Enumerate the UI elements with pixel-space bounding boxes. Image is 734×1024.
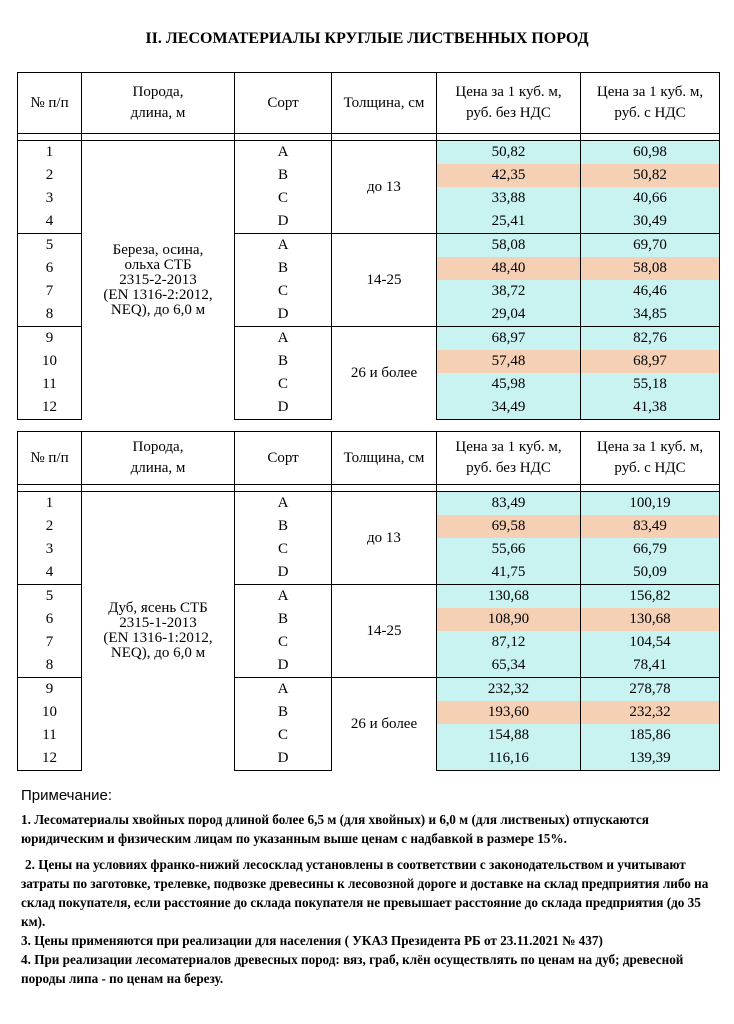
- price-vat-cell: 66,79: [581, 538, 720, 561]
- header-price-no-vat: [437, 432, 581, 485]
- header-num: № п/п: [18, 432, 82, 485]
- row-number: 3: [18, 538, 82, 561]
- row-number: 4: [18, 210, 82, 234]
- price-no-vat-cell: 42,35: [437, 164, 581, 187]
- breed-line: 2315-2-2013: [119, 271, 197, 288]
- price-vat-cell: 139,39: [581, 747, 720, 771]
- price-vat-cell: 69,70: [581, 234, 720, 258]
- price-vat-cell: 50,82: [581, 164, 720, 187]
- row-number: 2: [18, 515, 82, 538]
- page-title: II. ЛЕСОМАТЕРИАЛЫ КРУГЛЫЕ ЛИСТВЕННЫХ ПОРОД: [145, 30, 589, 47]
- thickness-cell: до 13: [332, 492, 437, 585]
- row-number: 8: [18, 654, 82, 678]
- sort-cell: D: [235, 654, 332, 678]
- sort-cell: D: [235, 747, 332, 771]
- price-no-vat-cell: 25,41: [437, 210, 581, 234]
- header-price-line: руб. без НДС: [466, 105, 551, 121]
- row-number: 2: [18, 164, 82, 187]
- sort-cell: C: [235, 280, 332, 303]
- sort-cell: D: [235, 303, 332, 327]
- breed-line: NEQ), до 6,0 м: [110, 645, 206, 662]
- breed-line: ольха СТБ: [124, 256, 192, 273]
- header-price-line: Цена за 1 куб. м,: [455, 84, 562, 100]
- header-sort: Сорт: [235, 432, 332, 485]
- price-no-vat-cell: 41,75: [437, 561, 581, 585]
- row-number: 5: [18, 585, 82, 609]
- sort-cell: A: [235, 234, 332, 258]
- header-thickness: Толщина, см: [332, 432, 437, 485]
- price-no-vat-cell: 34,49: [437, 396, 581, 420]
- sort-cell: A: [235, 327, 332, 351]
- header-breed: [82, 432, 235, 485]
- price-no-vat-cell: 58,08: [437, 234, 581, 258]
- price-vat-cell: 83,49: [581, 515, 720, 538]
- note-item: 2. Цены на условиях франко-нижий лесосклад установлены в соответствии с законодательством и учитывают затраты по заготовке, трелевке, подвозке древесины к лесовозной дороге и доставке на склад предприятия либо на склад покупателя, если расстояние до склада покупателя не превышает расстояние до склада предприятия (до 35 км).: [21, 857, 709, 929]
- sort-cell: B: [235, 164, 332, 187]
- sort-cell: C: [235, 373, 332, 396]
- thickness-cell: 26 и более: [332, 327, 437, 420]
- header-price-vat: [581, 432, 720, 485]
- row-number: 1: [18, 141, 82, 165]
- price-no-vat-cell: 232,32: [437, 678, 581, 702]
- row-number: 8: [18, 303, 82, 327]
- price-vat-cell: 82,76: [581, 327, 720, 351]
- price-vat-cell: 156,82: [581, 585, 720, 609]
- header-price-line: руб. с НДС: [614, 105, 686, 121]
- price-vat-cell: 78,41: [581, 654, 720, 678]
- sort-cell: A: [235, 492, 332, 516]
- price-no-vat-cell: 45,98: [437, 373, 581, 396]
- price-no-vat-cell: 48,40: [437, 257, 581, 280]
- header-price-line: руб. без НДС: [466, 460, 551, 476]
- table-row: [18, 141, 720, 165]
- row-number: 10: [18, 701, 82, 724]
- header-breed-line: длина, м: [130, 105, 186, 121]
- price-no-vat-cell: 108,90: [437, 608, 581, 631]
- thickness-cell: 14-25: [332, 585, 437, 678]
- price-no-vat-cell: 50,82: [437, 141, 581, 165]
- sort-cell: B: [235, 515, 332, 538]
- header-num: № п/п: [18, 73, 82, 134]
- row-number: 12: [18, 396, 82, 420]
- sort-cell: D: [235, 396, 332, 420]
- price-vat-cell: 130,68: [581, 608, 720, 631]
- row-number: 1: [18, 492, 82, 516]
- price-no-vat-cell: 55,66: [437, 538, 581, 561]
- row-number: 6: [18, 608, 82, 631]
- price-no-vat-cell: 116,16: [437, 747, 581, 771]
- table-row: [18, 492, 720, 516]
- breed-line: Дуб, ясень СТБ: [108, 600, 208, 617]
- breed-cell: [82, 492, 235, 771]
- sort-cell: B: [235, 257, 332, 280]
- sort-cell: C: [235, 631, 332, 654]
- header-breed-line: Порода,: [132, 84, 184, 100]
- header-breed-line: Порода,: [132, 439, 184, 455]
- notes-section: [21, 787, 721, 988]
- notes-heading: Примечание:: [21, 787, 112, 804]
- row-number: 5: [18, 234, 82, 258]
- row-number: 7: [18, 280, 82, 303]
- price-vat-cell: 68,97: [581, 350, 720, 373]
- header-breed-line: длина, м: [130, 460, 186, 476]
- price-table-oak: [17, 431, 720, 771]
- table-body: [18, 141, 720, 420]
- header-price-line: руб. с НДС: [614, 460, 686, 476]
- breed-line: (EN 1316-1:2012,: [103, 630, 213, 647]
- row-number: 9: [18, 678, 82, 702]
- price-no-vat-cell: 57,48: [437, 350, 581, 373]
- table-body: [18, 492, 720, 771]
- sort-cell: A: [235, 141, 332, 165]
- note-item: 3. Цены применяются при реализации для населения ( УКАЗ Президента РБ от 23.11.2021 № 437): [21, 933, 603, 948]
- row-number: 11: [18, 724, 82, 747]
- price-no-vat-cell: 87,12: [437, 631, 581, 654]
- header-price-line: Цена за 1 куб. м,: [596, 439, 704, 455]
- price-no-vat-cell: 65,34: [437, 654, 581, 678]
- breed-line: Береза, осина,: [112, 241, 204, 258]
- header-sort: Сорт: [235, 73, 332, 134]
- sort-cell: C: [235, 724, 332, 747]
- breed-cell: [82, 141, 235, 420]
- price-no-vat-cell: 69,58: [437, 515, 581, 538]
- note-item: 4. При реализации лесоматериалов древесных пород: вяз, граб, клён осуществлять по ценам на дуб; древесной породы липа - по ценам на березу.: [21, 952, 684, 986]
- price-no-vat-cell: 68,97: [437, 327, 581, 351]
- price-vat-cell: 58,08: [581, 257, 720, 280]
- sort-cell: D: [235, 561, 332, 585]
- sort-cell: D: [235, 210, 332, 234]
- price-vat-cell: 41,38: [581, 396, 720, 420]
- sort-cell: C: [235, 187, 332, 210]
- price-no-vat-cell: 193,60: [437, 701, 581, 724]
- price-vat-cell: 104,54: [581, 631, 720, 654]
- note-item: 1. Лесоматериалы хвойных пород длиной более 6,5 м (для хвойных) и 6,0 м (для лиственых) отпускаются юридическим и физическим лицам по указанным выше ценам с надбавкой в размере 15%.: [21, 812, 649, 846]
- breed-line: NEQ), до 6,0 м: [110, 301, 206, 318]
- row-number: 12: [18, 747, 82, 771]
- row-number: 4: [18, 561, 82, 585]
- row-number: 11: [18, 373, 82, 396]
- price-vat-cell: 100,19: [581, 492, 720, 516]
- price-no-vat-cell: 29,04: [437, 303, 581, 327]
- row-number: 9: [18, 327, 82, 351]
- price-vat-cell: 30,49: [581, 210, 720, 234]
- sort-cell: B: [235, 701, 332, 724]
- price-vat-cell: 185,86: [581, 724, 720, 747]
- price-table-birch: [17, 72, 720, 420]
- header-row: [18, 73, 720, 134]
- price-no-vat-cell: 130,68: [437, 585, 581, 609]
- price-no-vat-cell: 38,72: [437, 280, 581, 303]
- row-number: 10: [18, 350, 82, 373]
- header-price-line: Цена за 1 куб. м,: [596, 84, 704, 100]
- breed-line: 2315-1-2013: [119, 615, 197, 632]
- header-breed: [82, 73, 235, 134]
- sort-cell: B: [235, 350, 332, 373]
- row-number: 7: [18, 631, 82, 654]
- sort-cell: B: [235, 608, 332, 631]
- header-price-no-vat: [437, 73, 581, 134]
- thickness-cell: 26 и более: [332, 678, 437, 771]
- price-vat-cell: 232,32: [581, 701, 720, 724]
- price-vat-cell: 60,98: [581, 141, 720, 165]
- thickness-cell: до 13: [332, 141, 437, 234]
- sort-cell: C: [235, 538, 332, 561]
- price-no-vat-cell: 154,88: [437, 724, 581, 747]
- price-vat-cell: 50,09: [581, 561, 720, 585]
- thickness-cell: 14-25: [332, 234, 437, 327]
- price-vat-cell: 40,66: [581, 187, 720, 210]
- price-vat-cell: 34,85: [581, 303, 720, 327]
- sort-cell: A: [235, 678, 332, 702]
- price-no-vat-cell: 83,49: [437, 492, 581, 516]
- header-row: [18, 432, 720, 485]
- row-number: 3: [18, 187, 82, 210]
- header-price-line: Цена за 1 куб. м,: [455, 439, 562, 455]
- header-thickness: Толщина, см: [332, 73, 437, 134]
- price-no-vat-cell: 33,88: [437, 187, 581, 210]
- price-vat-cell: 278,78: [581, 678, 720, 702]
- price-vat-cell: 55,18: [581, 373, 720, 396]
- price-vat-cell: 46,46: [581, 280, 720, 303]
- breed-line: (EN 1316-2:2012,: [103, 286, 213, 303]
- header-price-vat: [581, 73, 720, 134]
- sort-cell: A: [235, 585, 332, 609]
- row-number: 6: [18, 257, 82, 280]
